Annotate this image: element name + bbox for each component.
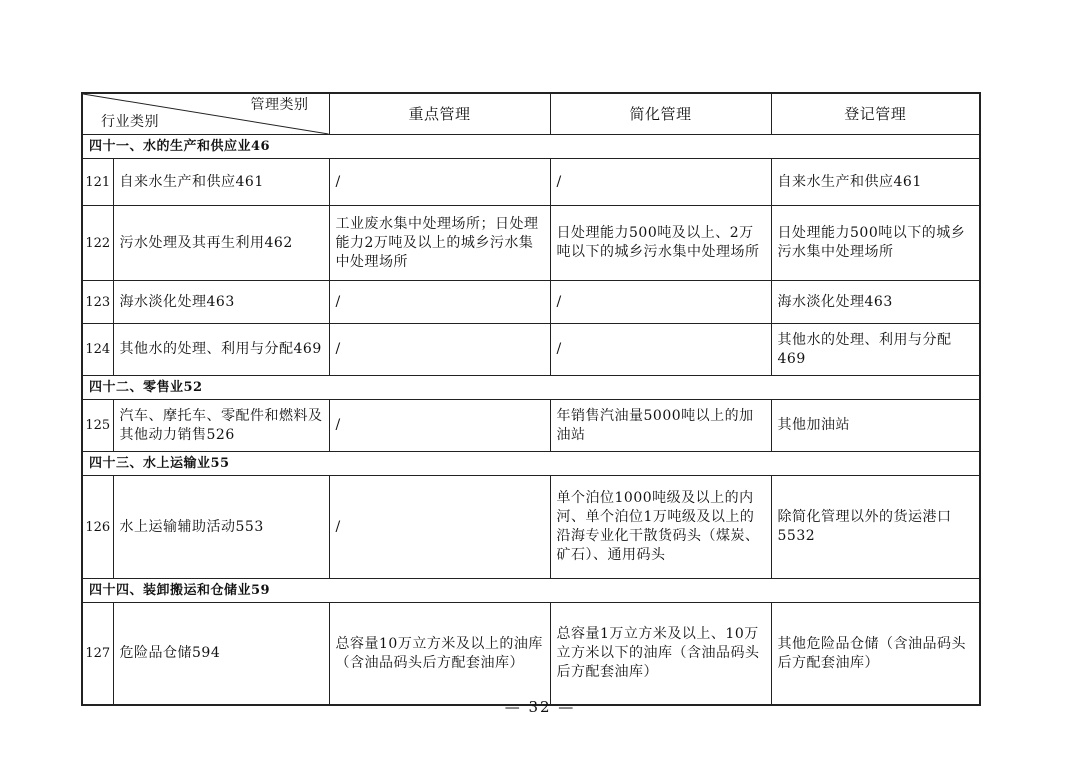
simplified-management-criteria: 单个泊位1000吨级及以上的内河、单个泊位1万吨级及以上的沿海专业化干散货码头（煤炭、矿石）、通用码头 [550, 476, 771, 579]
page-number: — 32 — [504, 698, 576, 716]
table-row [82, 603, 980, 706]
section-header-row [82, 135, 980, 159]
table-row [82, 281, 980, 324]
header-industry-category: 行业类别 [101, 114, 159, 130]
table-row [82, 400, 980, 452]
table-row [82, 159, 980, 206]
row-number: 122 [82, 206, 113, 281]
section-header-row [82, 452, 980, 476]
row-number: 123 [82, 281, 113, 324]
industry-category: 水上运输辅助活动553 [113, 476, 329, 579]
key-management-criteria: 总容量10万立方米及以上的油库（含油品码头后方配套油库） [329, 603, 550, 706]
header-management-category: 管理类别 [250, 97, 309, 113]
table-header-row [82, 93, 980, 135]
simplified-management-criteria: 总容量1万立方米及以上、10万立方米以下的油库（含油品码头后方配套油库） [550, 603, 771, 706]
simplified-management-criteria: 日处理能力500吨及以上、2万吨以下的城乡污水集中处理场所 [550, 206, 771, 281]
simplified-management-criteria: / [550, 324, 771, 376]
registration-management-criteria: 其他加油站 [771, 400, 980, 452]
registration-management-criteria: 其他水的处理、利用与分配469 [771, 324, 980, 376]
simplified-management-criteria: 年销售汽油量5000吨以上的加油站 [550, 400, 771, 452]
registration-management-criteria: 其他危险品仓储（含油品码头后方配套油库） [771, 603, 980, 706]
registration-management-criteria: 日处理能力500吨以下的城乡污水集中处理场所 [771, 206, 980, 281]
row-number: 124 [82, 324, 113, 376]
section-title: 四十一、水的生产和供应业46 [82, 135, 980, 159]
header-corner-cell [82, 93, 329, 135]
permit-table [81, 92, 981, 706]
section-title: 四十二、零售业52 [82, 376, 980, 400]
industry-category: 污水处理及其再生利用462 [113, 206, 329, 281]
key-management-criteria: / [329, 281, 550, 324]
simplified-management-criteria: / [550, 159, 771, 206]
key-management-criteria: / [329, 476, 550, 579]
industry-category: 海水淡化处理463 [113, 281, 329, 324]
key-management-criteria: / [329, 159, 550, 206]
key-management-criteria: 工业废水集中处理场所；日处理能力2万吨及以上的城乡污水集中处理场所 [329, 206, 550, 281]
row-number: 126 [82, 476, 113, 579]
row-number: 121 [82, 159, 113, 206]
industry-category: 其他水的处理、利用与分配469 [113, 324, 329, 376]
header-simplified-management: 简化管理 [550, 93, 771, 135]
table-row [82, 206, 980, 281]
simplified-management-criteria: / [550, 281, 771, 324]
section-title: 四十三、水上运输业55 [82, 452, 980, 476]
section-header-row [82, 579, 980, 603]
section-header-row [82, 376, 980, 400]
key-management-criteria: / [329, 324, 550, 376]
registration-management-criteria: 自来水生产和供应461 [771, 159, 980, 206]
registration-management-criteria: 海水淡化处理463 [771, 281, 980, 324]
industry-category: 危险品仓储594 [113, 603, 329, 706]
registration-management-criteria: 除简化管理以外的货运港口5532 [771, 476, 980, 579]
row-number: 125 [82, 400, 113, 452]
key-management-criteria: / [329, 400, 550, 452]
industry-category: 汽车、摩托车、零配件和燃料及其他动力销售526 [113, 400, 329, 452]
section-title: 四十四、装卸搬运和仓储业59 [82, 579, 980, 603]
industry-category: 自来水生产和供应461 [113, 159, 329, 206]
table-row [82, 324, 980, 376]
header-registration-management: 登记管理 [771, 93, 980, 135]
header-key-management: 重点管理 [329, 93, 550, 135]
table-row [82, 476, 980, 579]
row-number: 127 [82, 603, 113, 706]
